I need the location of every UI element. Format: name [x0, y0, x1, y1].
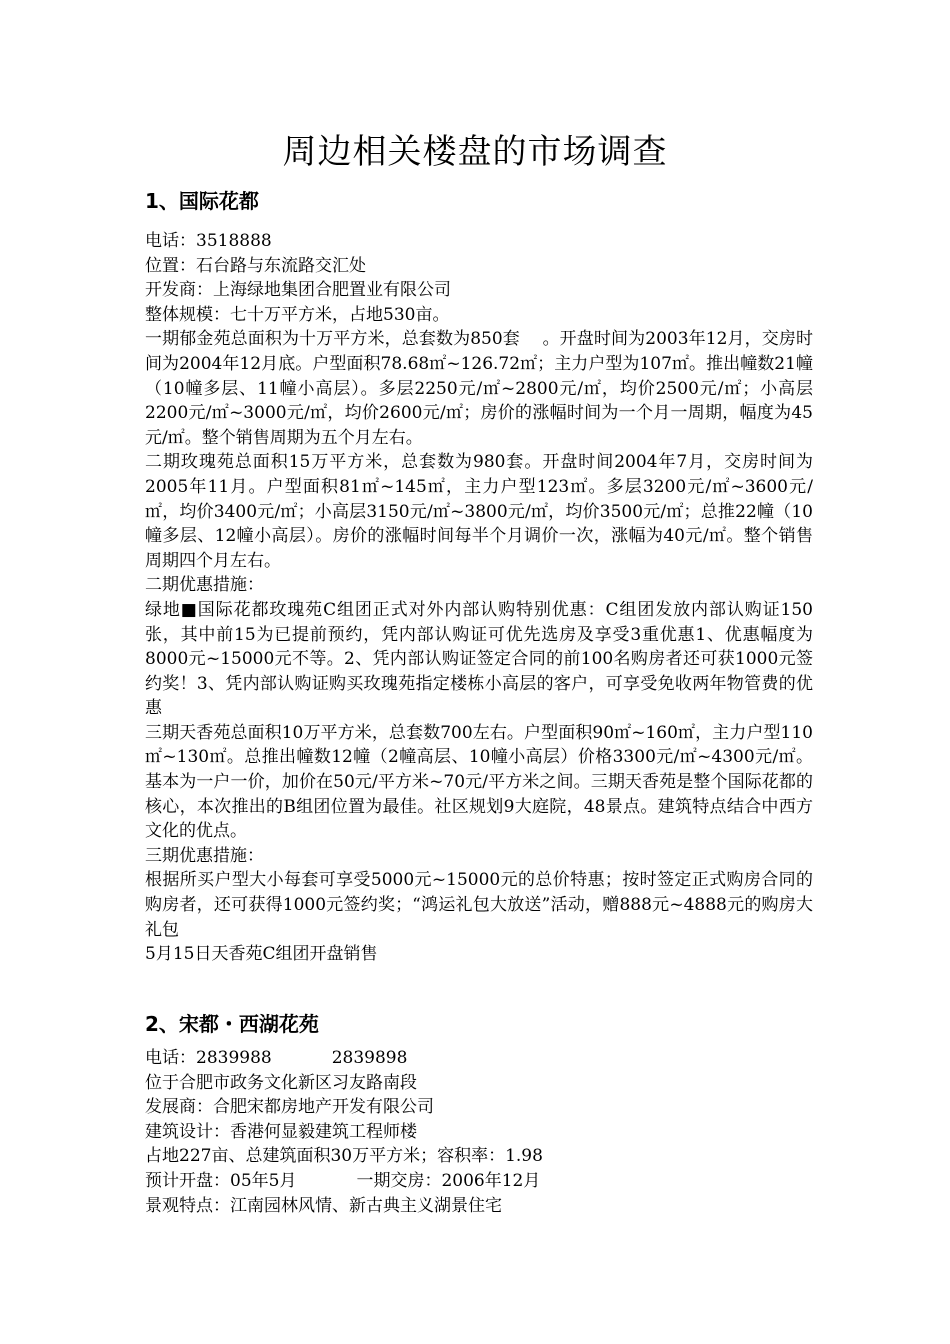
section-heading-2: 2、宋都・西湖花苑 — [145, 1012, 319, 1036]
phone-line — [145, 1046, 813, 1071]
phone-1: 电话：2839988 — [145, 1048, 272, 1068]
paragraph: 二期玫瑰苑总面积15万平方米，总套数为980套。开盘时间2004年7月，交房时间为2005年11月。户型面积81㎡~145㎡，主力户型123㎡。多层3200元/㎡~3600元/㎡，均价3400元/㎡；小高层3150元/㎡~3800元/㎡，均价3500元/㎡；总推22幢（10幢多层、12幢小高层）。房价的涨幅时间每半个月调价一次，涨幅为40元/㎡。整个销售周期四个月左右。 — [145, 452, 813, 571]
section-heading-1: 1、国际花都 — [145, 189, 259, 213]
opening-date: 预计开盘：05年5月 — [145, 1170, 297, 1191]
section-body-1 — [145, 229, 813, 967]
paragraph: 三期天香苑总面积10万平方米，总套数700左右。户型面积90㎡~160㎡，主力户型110㎡~130㎡。总推出幢数12幢（2幢高层、10幢小高层）价格3300元/㎡~4300元/㎡。基本为一户一价，加价在50元/平方米~70元/平方米之间。三期天香苑是整个国际花都的核心，本次推出的B组团位置为最佳。社区规划9大庭院，48景点。建筑特点结合中西方文化的优点。 — [145, 722, 813, 842]
developer-line: 发展商：合肥宋都房地产开发有限公司 — [145, 1097, 434, 1118]
schedule-line — [145, 1169, 813, 1194]
paragraph: 位置：石台路与东流路交汇处 — [145, 255, 366, 276]
paragraph: 根据所买户型大小每套可享受5000元~15000元的总价特惠；按时签定正式购房合同的购房者，还可获得1000元签约奖；“鸿运礼包大放送”活动，赠888元~4888元的购房大礼包 — [145, 870, 813, 940]
paragraph: 整体规模：七十万平方米，占地530亩。 — [145, 304, 450, 325]
paragraph: 电话：3518888 — [145, 231, 272, 251]
delivery-date: 一期交房：2006年12月 — [356, 1170, 541, 1191]
area-line: 占地227亩、总建筑面积30万平方米；容积率：1.98 — [145, 1146, 543, 1167]
paragraph: 一期郁金苑总面积为十万平方米，总套数为850套 。开盘时间为2003年12月，交房时间为2004年12月底。户型面积78.68㎡~126.72㎡；主力户型为107㎡。推出幢数21幢（10幢多层、11幢小高层）。多层2250元/㎡~2800元/㎡，均价2500元/㎡；小高层2200元/㎡~3000元/㎡，均价2600元/㎡；房价的涨幅时间为一个月一周期，幅度为45元/㎡。整个销售周期为五个月左右。 — [145, 329, 813, 448]
paragraph: 绿地■国际花都玫瑰苑C组团正式对外内部认购特别优惠：C组团发放内部认购证150张，其中前15为已提前预约，凭内部认购证可优先选房及享受3重优惠1、优惠幅度为8000元~15000元不等。2、凭内部认购证签定合同的前100名购房者还可获1000元签约奖！3、凭内部认购证购买玫瑰苑指定楼栋小高层的客户，可享受免收两年物管费的优惠 — [145, 599, 813, 719]
paragraph: 三期优惠措施： — [145, 845, 264, 866]
landscape-line: 景观特点：江南园林风情、新古典主义湖景住宅 — [145, 1195, 502, 1216]
page-title: 周边相关楼盘的市场调查 — [282, 132, 668, 172]
paragraph: 5月15日天香苑C组团开盘销售 — [145, 944, 378, 965]
architect-line: 建筑设计：香港何显毅建筑工程师楼 — [145, 1121, 417, 1142]
location-line: 位于合肥市政务文化新区习友路南段 — [145, 1072, 417, 1093]
phone-2: 2839898 — [331, 1048, 408, 1068]
paragraph: 二期优惠措施： — [145, 575, 264, 596]
section-body-2 — [145, 1046, 813, 1218]
paragraph: 开发商：上海绿地集团合肥置业有限公司 — [145, 280, 451, 301]
